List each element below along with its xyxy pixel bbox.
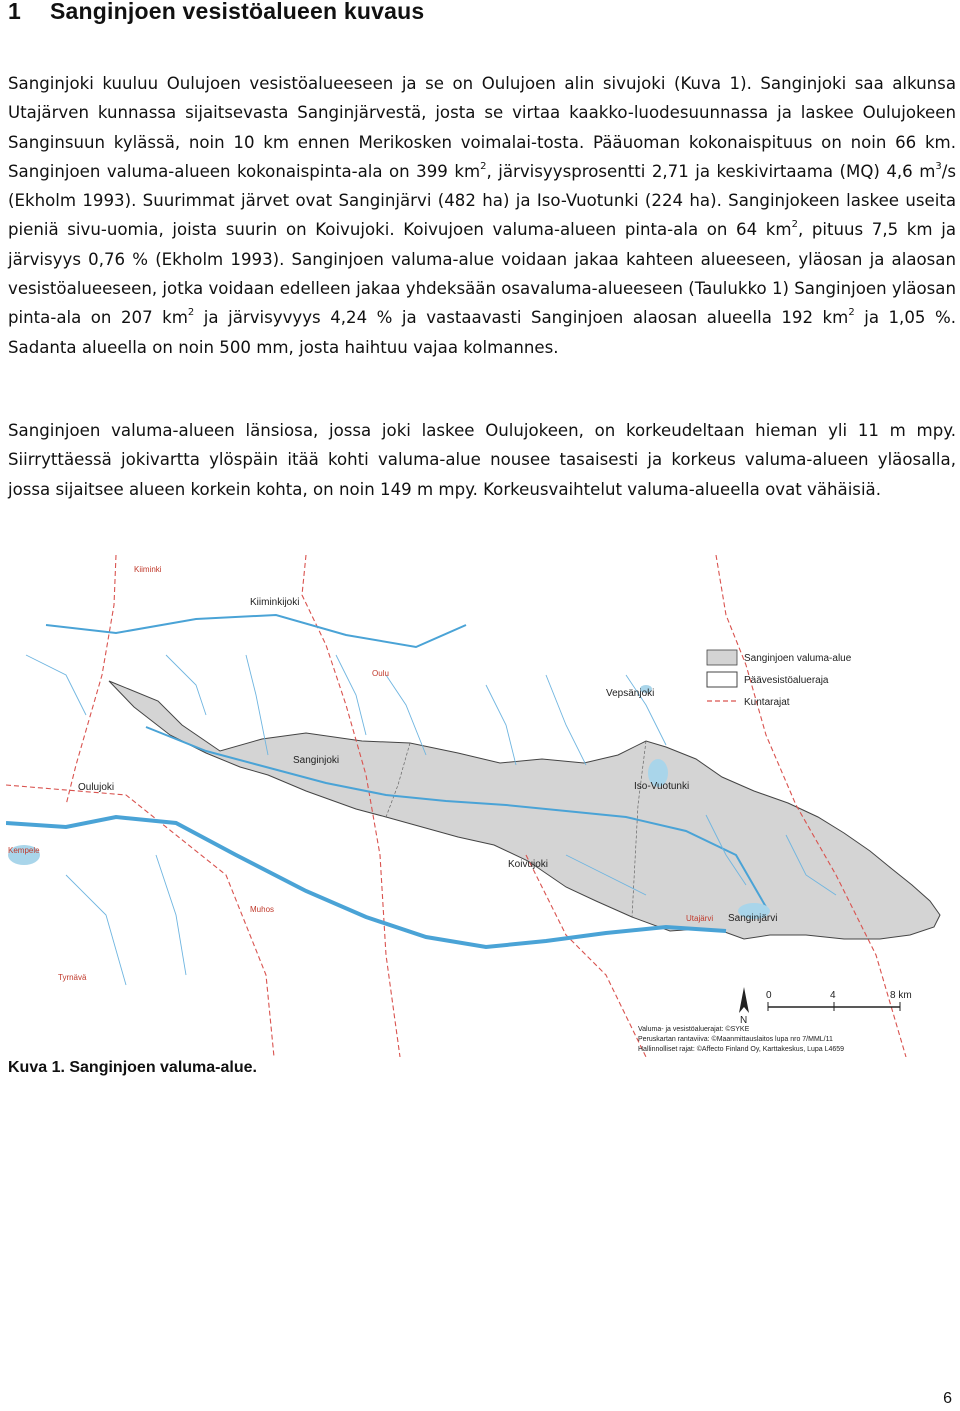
- section-heading: [8, 0, 424, 25]
- page-number: 6: [943, 1390, 952, 1407]
- place-kiiminki: Kiiminki: [134, 565, 162, 574]
- place-tyrnava: Tyrnävä: [58, 973, 87, 982]
- place-sanginjarvi: Sanginjärvi: [728, 913, 778, 924]
- text-span: ja 1,05 %. Sadanta alueella on noin 500 mm, josta haihtuu vajaa kolmannes.: [8, 308, 956, 357]
- paragraph-2: Sanginjoen valuma-alueen länsiosa, jossa joki laskee Oulujokeen, on korkeudeltaan hieman yli 11 m mpy. Siirryttäessä jokivartta ylöspäin itää kohti valuma-alue nousee tasaisesti ja korkeus valuma-alueen yläosalla, jossa sijaitsee alueen korkein kohta, on noin 149 m mpy. Korkeusvaihtelut valuma-alueella ovat vähäisiä.: [8, 421, 956, 499]
- text-span: , järvisyysprosentti 2,71 ja keskivirtaama (MQ) 4,6 m: [486, 161, 936, 181]
- section-title: Sanginjoen vesistöalueen kuvaus: [50, 0, 425, 24]
- superscript: 2: [791, 219, 798, 231]
- place-utajarvi: Utajärvi: [686, 914, 714, 923]
- legend-basin: Sanginjoen valuma-alue: [744, 653, 852, 664]
- superscript: 2: [187, 307, 195, 319]
- scale-8: 8 km: [890, 990, 912, 1001]
- legend-municipal: Kuntarajat: [744, 697, 790, 708]
- scale-4: 4: [830, 990, 836, 1001]
- credit-line-2: Peruskartan rantaviiva: ©Maanmittauslaitos lupa nro 7/MML/11: [638, 1036, 833, 1043]
- place-koivujoki: Koivujoki: [508, 859, 549, 870]
- place-vepsanjoki: Vepsänjoki: [606, 688, 655, 699]
- superscript: 3: [935, 160, 942, 172]
- credit-line-1: Valuma- ja vesistöaluerajat: ©SYKE: [638, 1026, 750, 1033]
- paragraph-1: [8, 69, 956, 362]
- place-oulujoki: Oulujoki: [78, 782, 115, 793]
- north-label: N: [740, 1015, 748, 1026]
- place-iso-vuotunki: Iso-Vuotunki: [634, 781, 690, 792]
- text-span: Sanginjoki kuuluu Oulujoen vesistöalueeseen ja se on Oulujoen alin sivujoki (Kuva 1). Sanginjoki saa alkunsa Utajärven kunnassa sijaitsevasta Sanginjärvestä, josta se virtaa kaakko-luodesuunnassa ja laskee Oulujokeen Sanginsuun kylässä, noin 10 km ennen Merikosken voimalai-tosta. Pääuoman kokonaispituus on noin 66 km. Sanginjoen valuma-alueen kokonaispinta-ala on 399 km: [8, 74, 956, 181]
- place-kempele: Kempele: [8, 846, 40, 855]
- place-oulu: Oulu: [372, 669, 389, 678]
- catchment-map: [6, 555, 959, 1057]
- legend-main-border: Päävesistöalueraja: [744, 675, 829, 686]
- text-span: /s (Ekholm 1993). Suurimmat järvet ovat Sanginjärvi (482 ha) ja Iso-Vuotunki (224 ha). Sanginjokeen laskee useita pieniä sivu-uomia, joista suurin on Koivujoki. Koivujoen valuma-alueen pinta-ala on 64 km: [8, 161, 956, 240]
- place-sanginjoki: Sanginjoki: [293, 755, 340, 766]
- scale-0: 0: [766, 990, 772, 1001]
- text-span: ja järvisyvyys 4,24 % ja vastaavasti Sanginjoen alaosan alueella 192 km: [194, 308, 849, 328]
- figure-caption: Kuva 1. Sanginjoen valuma-alue.: [8, 1059, 257, 1076]
- section-number: 1: [8, 0, 21, 24]
- credit-line-3: Hallinnolliset rajat: ©Affecto Finland Oy, Karttakeskus, Lupa L4659: [638, 1046, 845, 1053]
- place-kiiminkijoki: Kiiminkijoki: [250, 597, 300, 608]
- place-muhos: Muhos: [250, 905, 275, 914]
- superscript: 2: [848, 307, 855, 319]
- superscript: 2: [480, 160, 487, 172]
- text-span: , pituus 7,5 km ja järvisyys 0,76 % (Ekholm 1993). Sanginjoen valuma-alue voidaan jakaa kahteen alueeseen, yläosan ja alaosan vesistöalueeseen, jotka voidaan edelleen jakaa yhdeksään osavaluma-alueeseen (Taulukko 1) Sanginjoen yläosan pinta-ala on 207 km: [8, 220, 956, 328]
